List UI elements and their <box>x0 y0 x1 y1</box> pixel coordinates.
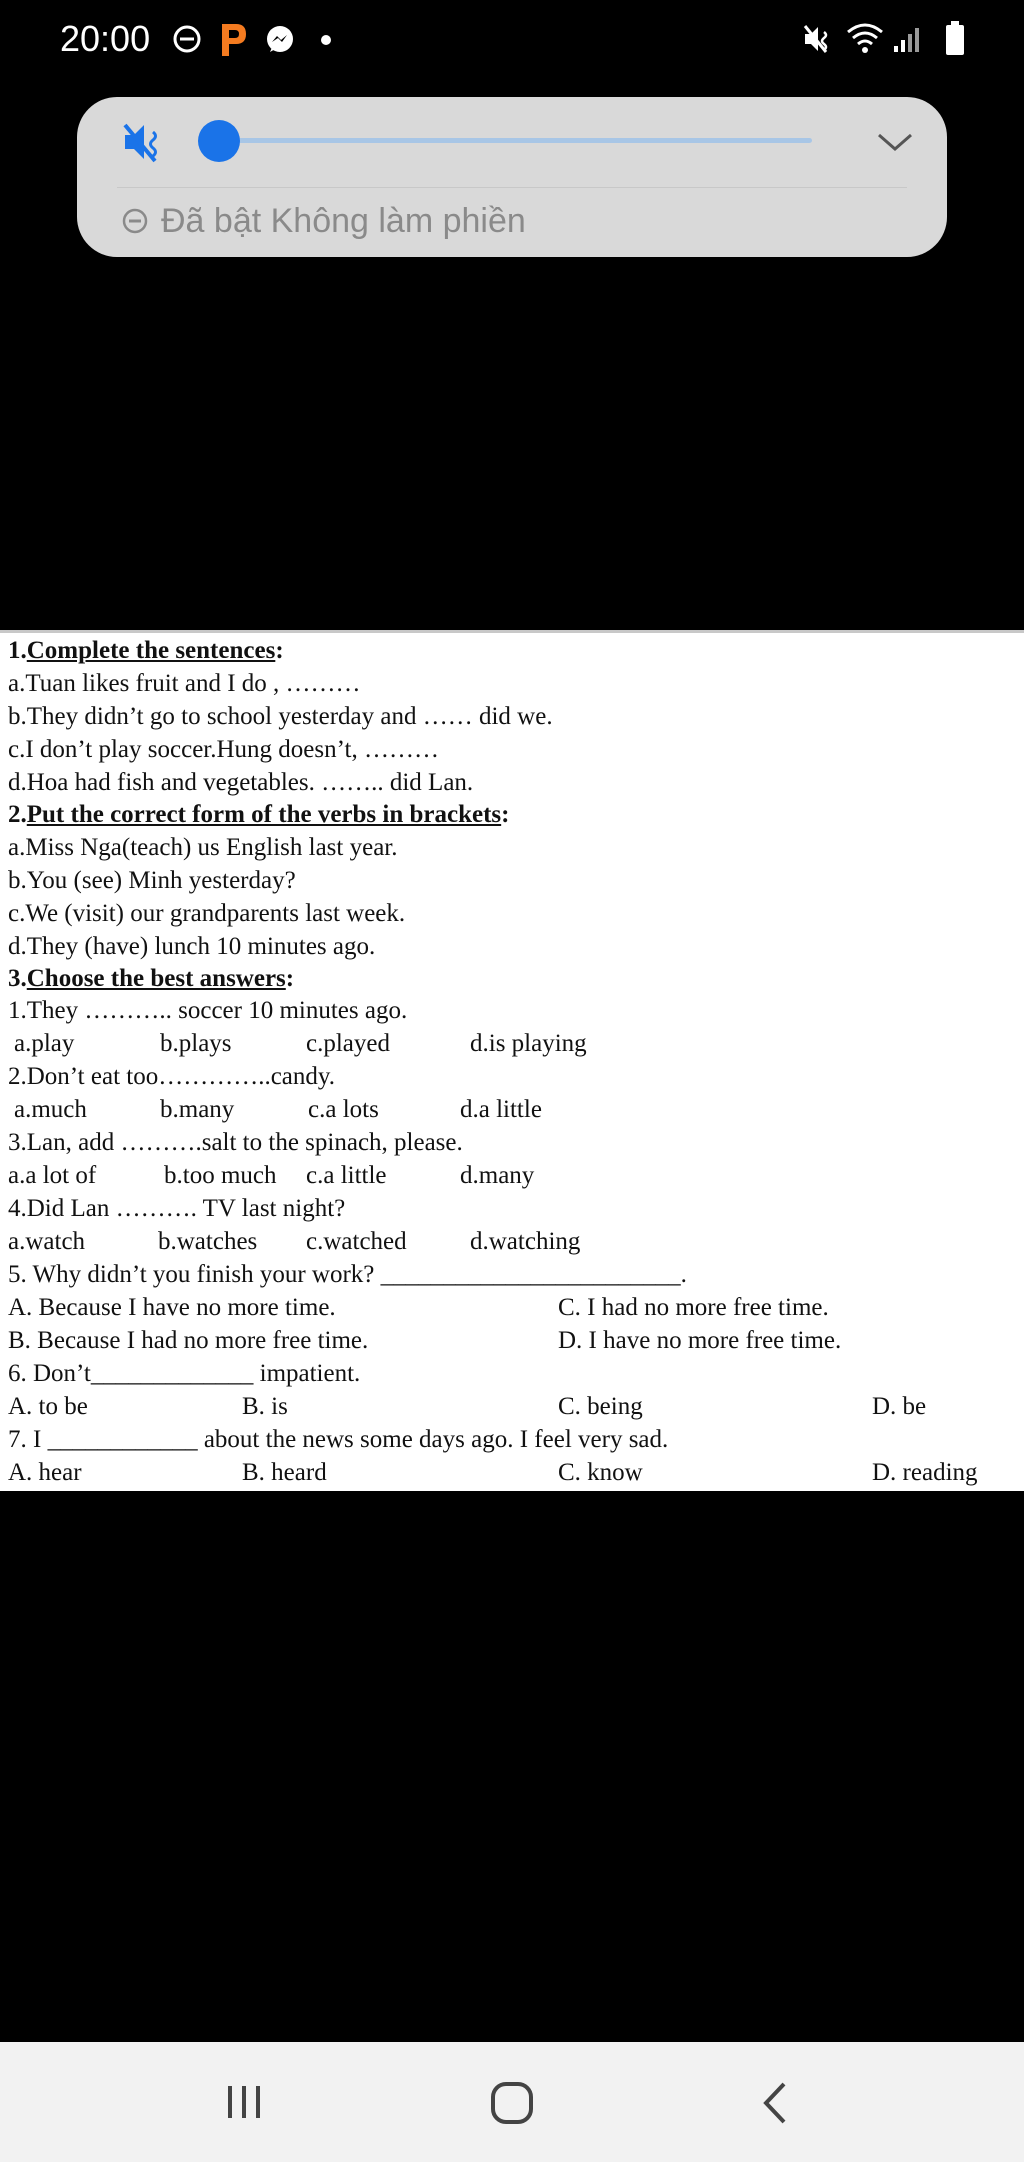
question: 3.Lan, add ……….salt to the spinach, please. <box>8 1129 463 1156</box>
worksheet-image <box>0 630 1024 1491</box>
mute-icon <box>802 22 836 56</box>
section-heading: 3.Choose the best answers: <box>8 965 295 992</box>
answer-option: C. I had no more free time. <box>558 1294 829 1321</box>
answer-option: c.a little <box>306 1162 387 1189</box>
status-bar <box>0 0 1024 80</box>
dot-icon <box>320 34 332 46</box>
volume-slider-thumb[interactable] <box>198 120 240 162</box>
answer-option: d.is playing <box>470 1030 587 1057</box>
question: 1.They ……….. soccer 10 minutes ago. <box>8 997 408 1024</box>
exercise-line: d.Hoa had fish and vegetables. …….. did Lan. <box>8 769 474 796</box>
dnd-icon <box>172 24 202 54</box>
signal-icon <box>892 22 924 54</box>
answer-option: A. to be <box>8 1393 88 1420</box>
dnd-icon <box>121 207 149 235</box>
question: 6. Don’t_____________ impatient. <box>8 1360 361 1387</box>
answer-option: a.watch <box>8 1228 86 1255</box>
answer-option: c.watched <box>306 1228 407 1255</box>
divider <box>117 187 907 188</box>
recent-apps-icon[interactable] <box>222 2082 266 2122</box>
wifi-icon <box>846 20 884 56</box>
section-heading: 1.Complete the sentences: <box>8 637 284 664</box>
answer-option: C. know <box>558 1459 643 1486</box>
answer-option: b.many <box>160 1096 235 1123</box>
exercise-line: b.They didn’t go to school yesterday and …… did we. <box>8 703 553 730</box>
mute-icon[interactable] <box>121 119 169 165</box>
answer-option: A. hear <box>8 1459 82 1486</box>
answer-option: d.watching <box>470 1228 581 1255</box>
exercise-line: c.We (visit) our grandparents last week. <box>8 900 406 927</box>
section-heading: 2.Put the correct form of the verbs in brackets: <box>8 801 510 828</box>
exercise-line: b.You (see) Minh yesterday? <box>8 867 296 894</box>
question: 5. Why didn’t you finish your work? ________________________. <box>8 1261 687 1288</box>
answer-option: a.a lot of <box>8 1162 97 1189</box>
answer-option: A. Because I have no more time. <box>8 1294 336 1321</box>
answer-option: D. I have no more free time. <box>558 1327 842 1354</box>
question: 7. I ____________ about the news some days ago. I feel very sad. <box>8 1426 669 1453</box>
question: 4.Did Lan ………. TV last night? <box>8 1195 346 1222</box>
answer-option: b.plays <box>160 1030 232 1057</box>
navigation-bar <box>0 2042 1024 2162</box>
chevron-down-icon[interactable] <box>875 127 915 157</box>
dnd-status-label[interactable]: Đã bật Không làm phiền <box>161 202 526 240</box>
home-icon[interactable] <box>489 2080 535 2126</box>
back-icon[interactable] <box>760 2080 792 2126</box>
volume-slider-track[interactable] <box>217 138 812 143</box>
volume-panel <box>77 97 947 257</box>
exercise-line: d.They (have) lunch 10 minutes ago. <box>8 933 376 960</box>
answer-option: D. be <box>872 1393 927 1420</box>
answer-option: c.played <box>306 1030 390 1057</box>
answer-option: B. is <box>242 1393 288 1420</box>
app-p-icon <box>218 20 250 58</box>
answer-option: C. being <box>558 1393 643 1420</box>
question: 2.Don’t eat too…………..candy. <box>8 1063 336 1090</box>
answer-option: B. heard <box>242 1459 327 1486</box>
answer-option: b.watches <box>158 1228 258 1255</box>
answer-option: d.many <box>460 1162 535 1189</box>
exercise-line: c.I don’t play soccer.Hung doesn’t, ……… <box>8 736 439 763</box>
answer-option: b.too much <box>164 1162 277 1189</box>
answer-option: c.a lots <box>308 1096 379 1123</box>
answer-option: d.a little <box>460 1096 542 1123</box>
answer-option: D. reading <box>872 1459 978 1486</box>
answer-option: B. Because I had no more free time. <box>8 1327 369 1354</box>
messenger-icon <box>264 24 296 56</box>
exercise-line: a.Miss Nga(teach) us English last year. <box>8 834 398 861</box>
battery-icon <box>944 20 966 56</box>
answer-option: a.play <box>14 1030 75 1057</box>
exercise-line: a.Tuan likes fruit and I do , ……… <box>8 670 361 697</box>
answer-option: a.much <box>14 1096 87 1123</box>
clock: 20:00 <box>60 18 151 59</box>
